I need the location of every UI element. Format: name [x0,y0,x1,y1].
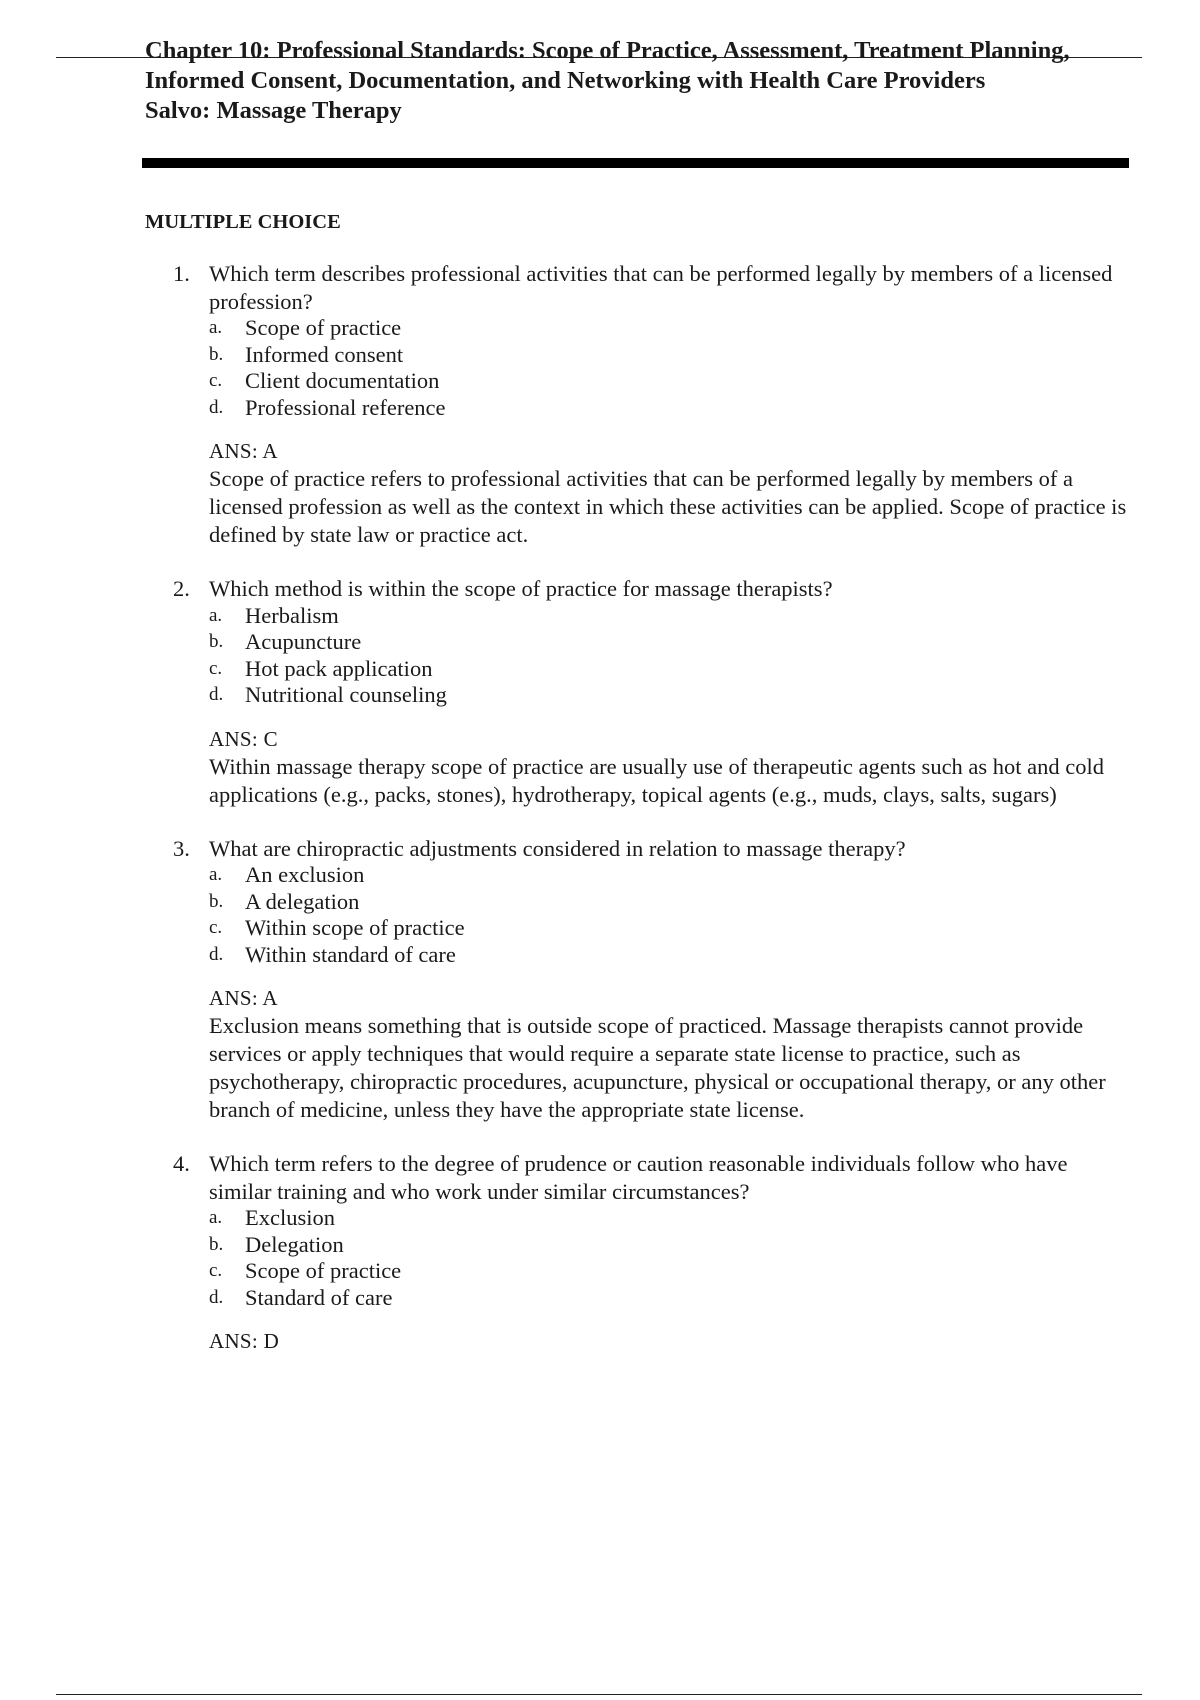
question [0,575,1200,809]
option [0,656,1200,683]
option-letter: d. [209,943,224,965]
question [0,835,1200,1125]
book-title: Salvo: Massage Therapy [145,97,402,124]
question-stem [0,260,1200,315]
option-text: A delegation [245,888,360,914]
option-text: Herbalism [245,602,339,628]
option-letter: c. [209,1260,223,1281]
option-list [0,315,1200,421]
option [0,1258,1200,1285]
header-divider [142,158,1129,168]
question-number: 1. [173,261,190,286]
option-letter: a. [209,1207,223,1228]
option-text: Standard of care [245,1284,393,1310]
question [0,1150,1200,1355]
option-letter: b. [209,631,224,652]
question-text: What are chiropractic adjustments considered in relation to massage therapy? [209,835,906,861]
option-letter: a. [209,864,223,885]
answer-key: ANS: D [209,1329,280,1353]
answer-block [0,437,1200,549]
option-letter: c. [209,917,223,938]
answer-rationale: Within massage therapy scope of practice are usually use of therapeutic agents such as hot and cold applications (e.g., packs, stones), hydrotherapy, topical agents (e.g., muds, clays, salts, sugars) [209,753,1105,807]
question-text: Which term describes professional activities that can be performed legally by members of a licensed profession? [209,261,1113,314]
option [0,1205,1200,1232]
option-text: Scope of practice [245,1258,402,1283]
section-title: MULTIPLE CHOICE [145,211,341,233]
question-text: Which term refers to the degree of prudence or caution reasonable individuals follow who have similar training and who work under similar circumstances? [209,1151,1068,1204]
option-letter: b. [209,890,224,912]
option-letter: b. [209,1233,224,1255]
option [0,942,1200,969]
option-text: Within standard of care [245,941,456,967]
answer-rationale: Scope of practice refers to professional activities that can be performed legally by members of a licensed profession as well as the context in which these activities can be applied. Scope of practice is defined by state law or practice act. [209,466,1127,547]
answer-block [0,984,1200,1124]
answer-block [0,725,1200,809]
option-text: An exclusion [245,862,365,887]
option-list [0,1205,1200,1311]
document-header [145,36,1135,126]
option-letter: a. [209,604,223,626]
option [0,603,1200,630]
option-letter: d. [209,1286,224,1308]
option [0,1232,1200,1259]
question-number: 4. [173,1151,190,1176]
option-list [0,603,1200,709]
footer-rule [56,1694,1142,1695]
option [0,889,1200,916]
option-text: Within scope of practice [245,915,465,940]
option-text: Nutritional counseling [245,682,447,707]
question-stem [0,835,1200,863]
option [0,395,1200,422]
question-number: 2. [173,576,190,601]
chapter-title: Chapter 10: Professional Standards: Scope of Practice, Assessment, Treatment Planning, Informed Consent, Documentation, and Networking with Health Care Providers [145,37,1070,94]
answer-key: ANS: A [209,986,278,1010]
answer-key: ANS: C [209,726,278,751]
option-text: Delegation [245,1231,344,1257]
option-letter: b. [209,343,224,365]
option-text: Client documentation [245,368,440,393]
option-text: Professional reference [245,394,446,420]
option [0,1285,1200,1312]
question [0,260,1200,549]
option [0,682,1200,709]
option [0,368,1200,395]
option [0,915,1200,942]
option-letter: d. [209,684,224,705]
option-text: Exclusion [245,1205,335,1230]
question-text: Which method is within the scope of practice for massage therapists? [209,576,833,601]
question-list [0,260,1200,1381]
option-text: Scope of practice [245,315,402,340]
option-letter: c. [209,657,223,679]
option-text: Informed consent [245,341,404,367]
option [0,342,1200,369]
answer-key: ANS: A [209,439,278,463]
answer-block [0,1327,1200,1355]
option [0,862,1200,889]
option [0,315,1200,342]
option-text: Hot pack application [245,655,433,681]
option-list [0,862,1200,968]
question-stem [0,575,1200,603]
option-letter: d. [209,396,224,418]
option [0,629,1200,656]
question-stem [0,1150,1200,1205]
option-letter: a. [209,317,223,338]
question-number: 3. [173,835,190,861]
answer-rationale: Exclusion means something that is outside scope of practiced. Massage therapists cannot provide services or apply techniques that would require a separate state license to practice, such as psychotherapy, chiropractic procedures, acupuncture, physical or occupational therapy, or any other branch of medicine, unless they have the appropriate state license. [209,1013,1106,1122]
option-text: Acupuncture [245,629,362,654]
option-letter: c. [209,370,223,391]
